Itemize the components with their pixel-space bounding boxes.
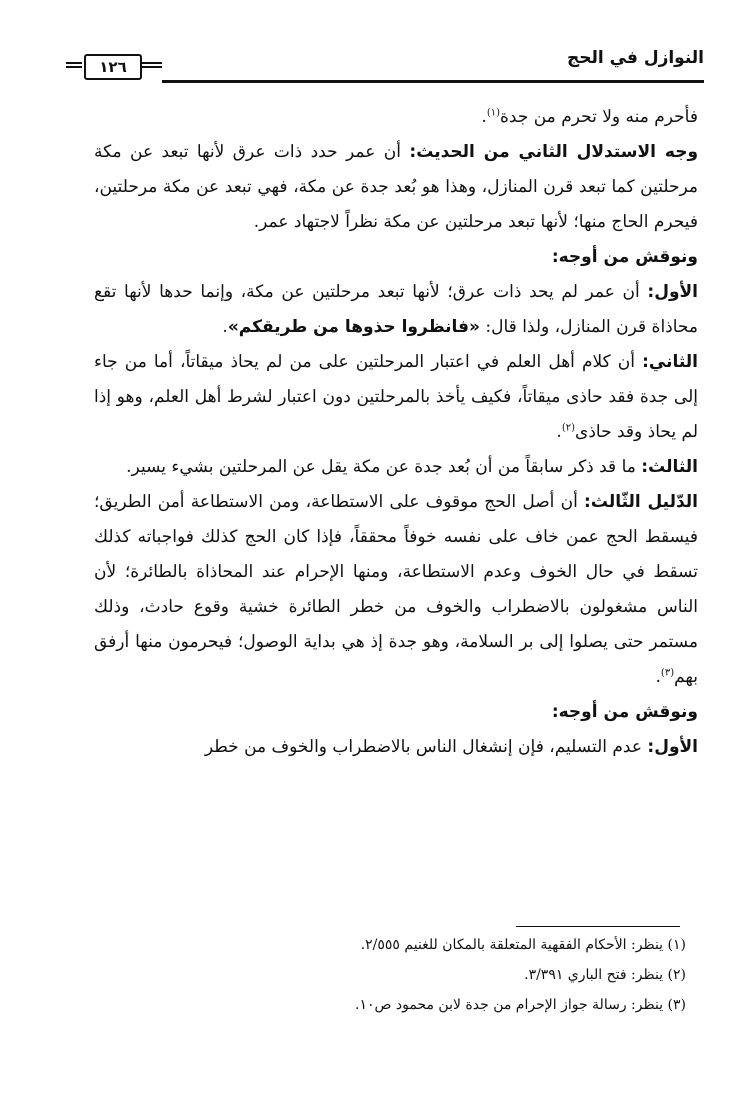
page-header (66, 44, 704, 84)
paragraph: الثاني: أن كلام أهل العلم في اعتبار المرحلتين على من لم يحاذ ميقاتاً، أما من جاء إلى جدة فقد حاذى ميقاتاً، فكيف يأخذ بالمرحلتين دون اعتبار لشرط أهل العلم، وهو إذا لم يحاذ وقد حاذى$^{(٢)}$. (94, 352, 698, 442)
paragraph: الدّليل الثّالث: أن أصل الحج موقوف على الاستطاعة، ومن الاستطاعة أمن الطريق؛ فيسقط الحج عمن خاف على نفسه خوفاً محققاً، فإذا كان الحج كذلك فواجباته كذلك تسقط في حال الخوف وعدم الاستطاعة، ومنها الإحرام عند المحاذاة بالطائرة؛ لأن الناس مشغولون بالاضطراب والخوف من خطر الطائرة خشية وقوع حادث، وذلك مستمر حتى يصلوا إلى بر السلامة، وهو جدة إذ هي بداية الوصول؛ فيحرمون منها أرفق بهم$^{(٣)}$. (94, 492, 698, 687)
paragraph: فأحرم منه ولا تحرم من جدة$^{(١)}$. (481, 107, 698, 127)
header-double-rule-right (142, 62, 162, 68)
section-heading: وجه الاستدلال الثاني من الحديث: (409, 142, 699, 162)
section-heading: ونوقش من أوجه: (551, 247, 698, 267)
section-heading: الدّليل الثّالث: (584, 492, 698, 512)
point-label: الأول: (647, 737, 698, 757)
paragraph (94, 695, 698, 730)
point-label: الأول: (647, 282, 698, 302)
main-text (94, 100, 698, 765)
footnote-separator (516, 926, 680, 927)
footnote-ref: (٣) (660, 667, 675, 679)
header-rule (162, 80, 704, 83)
hadith-quote: «فانظروا حذوها من طريقكم» (227, 317, 481, 337)
header-double-rule-left (66, 62, 82, 68)
point-label: الثالث: (641, 457, 698, 477)
point-label: الثاني: (642, 352, 698, 372)
footnotes (94, 930, 686, 1020)
footnote-ref: (٢) (561, 422, 576, 434)
paragraph: الأول: عدم التسليم، فإن إنشغال الناس بالاضطراب والخوف من خطر (204, 737, 698, 757)
paragraph: وجه الاستدلال الثاني من الحديث: أن عمر حدد ذات عرق لأنها تبعد عن مكة مرحلتين كما تبعد قرن المنازل، وهذا هو بُعد جدة عن مكة، فهي تبعد عن مكة مرحلتين، فيحرم الحاج منها؛ لأنها تبعد مرحلتين عن مكة نظراً لاجتهاد عمر. (94, 142, 699, 232)
section-heading: ونوقش من أوجه: (551, 702, 698, 722)
paragraph: الأول: أن عمر لم يحد ذات عرق؛ لأنها تبعد مرحلتين عن مكة، وإنما حدها لأنها تقع محاذاة قرن المنازل، ولذا قال: «فانظروا حذوها من طريقكم». (94, 282, 698, 337)
footnote-ref: (١) (486, 107, 500, 119)
footnote: (٢) ينظر: فتح الباري ٣/٣٩١. (524, 967, 686, 983)
page-number: ١٢٦ (84, 54, 142, 80)
running-title: النوازل في الحج (566, 48, 704, 68)
paragraph: الثالث: ما قد ذكر سابقاً من أن بُعد جدة عن مكة يقل عن المرحلتين بشيء يسير. (126, 457, 698, 477)
footnote: (١) ينظر: الأحكام الفقهية المتعلقة بالمكان للغنيم ٢/٥٥٥. (360, 937, 686, 953)
footnote: (٣) ينظر: رسالة جواز الإحرام من جدة لابن محمود ص١٠. (355, 997, 686, 1013)
paragraph (94, 240, 698, 275)
